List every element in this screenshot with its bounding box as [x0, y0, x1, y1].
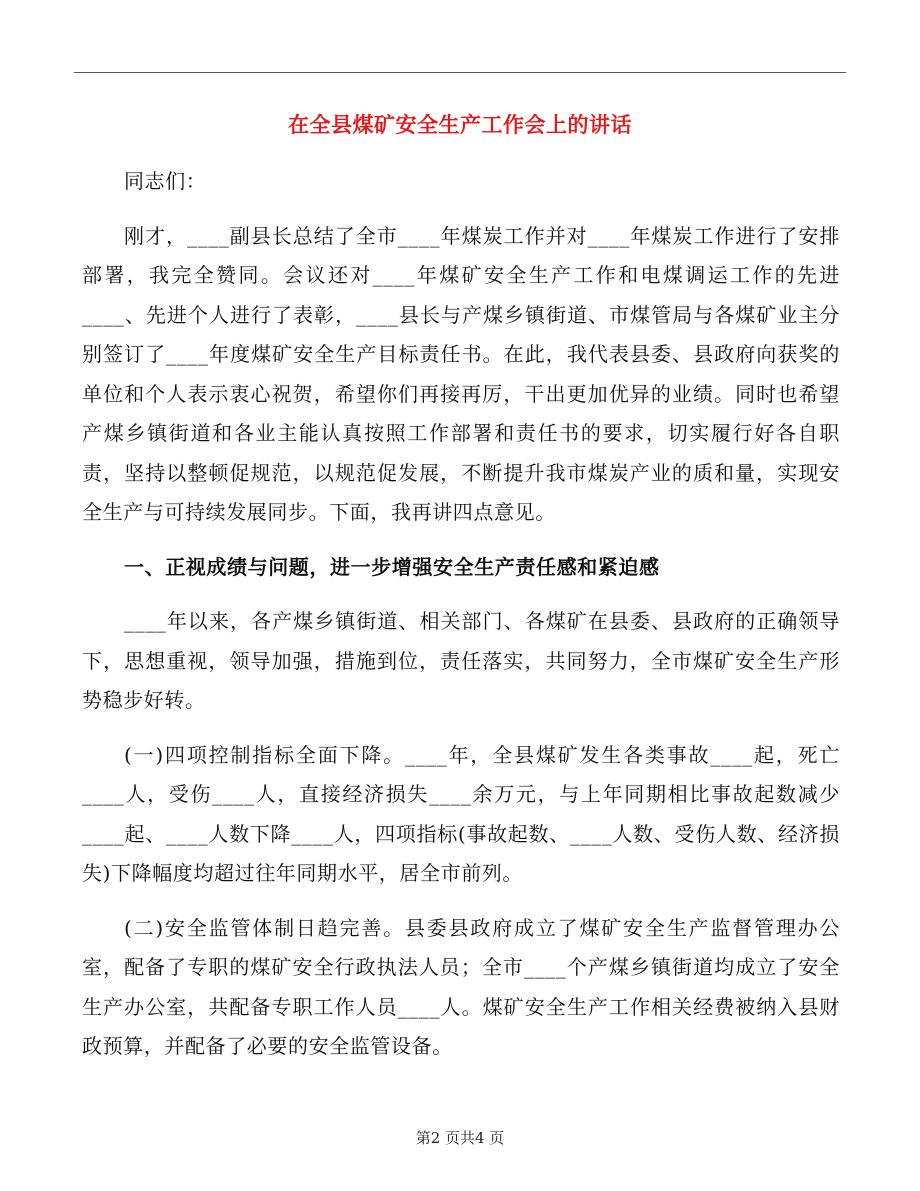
section-heading: 一、正视成绩与问题，进一步增强安全生产责任感和紧迫感: [124, 554, 660, 579]
body-paragraph: 刚才，____副县长总结了全市____年煤炭工作并对____年煤炭工作进行了安排部署，我完全赞同。会议还对____年煤矿安全生产工作和电煤调运工作的先进____、先进个人进行了表彰，____县长与产煤乡镇街道、市煤管局与各煤矿业主分别签订了____年度煤矿安全生产目标责任书。在此，我代表县委、县政府向获奖的单位和个人表示衷心祝贺，希望你们再接再厉，干出更加优异的业绩。同时也希望产煤乡镇街道和各业主能认真按照工作部署和责任书的要求，切实履行好各自职责，坚持以整顿促规范，以规范促发展，不断提升我市煤炭产业的质和量，实现安全生产与可持续发展同步。下面，我再讲四点意见。: [82, 223, 840, 524]
body-paragraph: ____年以来，各产煤乡镇街道、相关部门、各煤矿在县委、县政府的正确领导下，思想重视，领导加强，措施到位，责任落实，共同努力，全市煤矿安全生产形势稳步好转。: [82, 609, 840, 712]
header-rule: [74, 72, 846, 73]
document-title: 在全县煤矿安全生产工作会上的讲话: [288, 112, 632, 137]
body-paragraph: (一)四项控制指标全面下降。____年，全县煤矿发生各类事故____起，死亡____人，受伤____人，直接经济损失____余万元，与上年同期相比事故起数减少____起、____人数下降____人，四项指标(事故起数、____人数、受伤人数、经济损失)下降幅度均超过往年同期水平，居全市前列。: [82, 742, 840, 885]
body-paragraph: (二)安全监管体制日趋完善。县委县政府成立了煤矿安全生产监督管理办公室，配备了专职的煤矿安全行政执法人员；全市____个产煤乡镇街道均成立了安全生产办公室，共配备专职工作人员____人。煤矿安全生产工作相关经费被纳入县财政预算，并配备了必要的安全监管设备。: [82, 915, 840, 1058]
salutation: 同志们：: [124, 169, 207, 193]
page-indicator: 第2 页共4 页: [415, 1129, 505, 1147]
document-body: [82, 162, 840, 1067]
